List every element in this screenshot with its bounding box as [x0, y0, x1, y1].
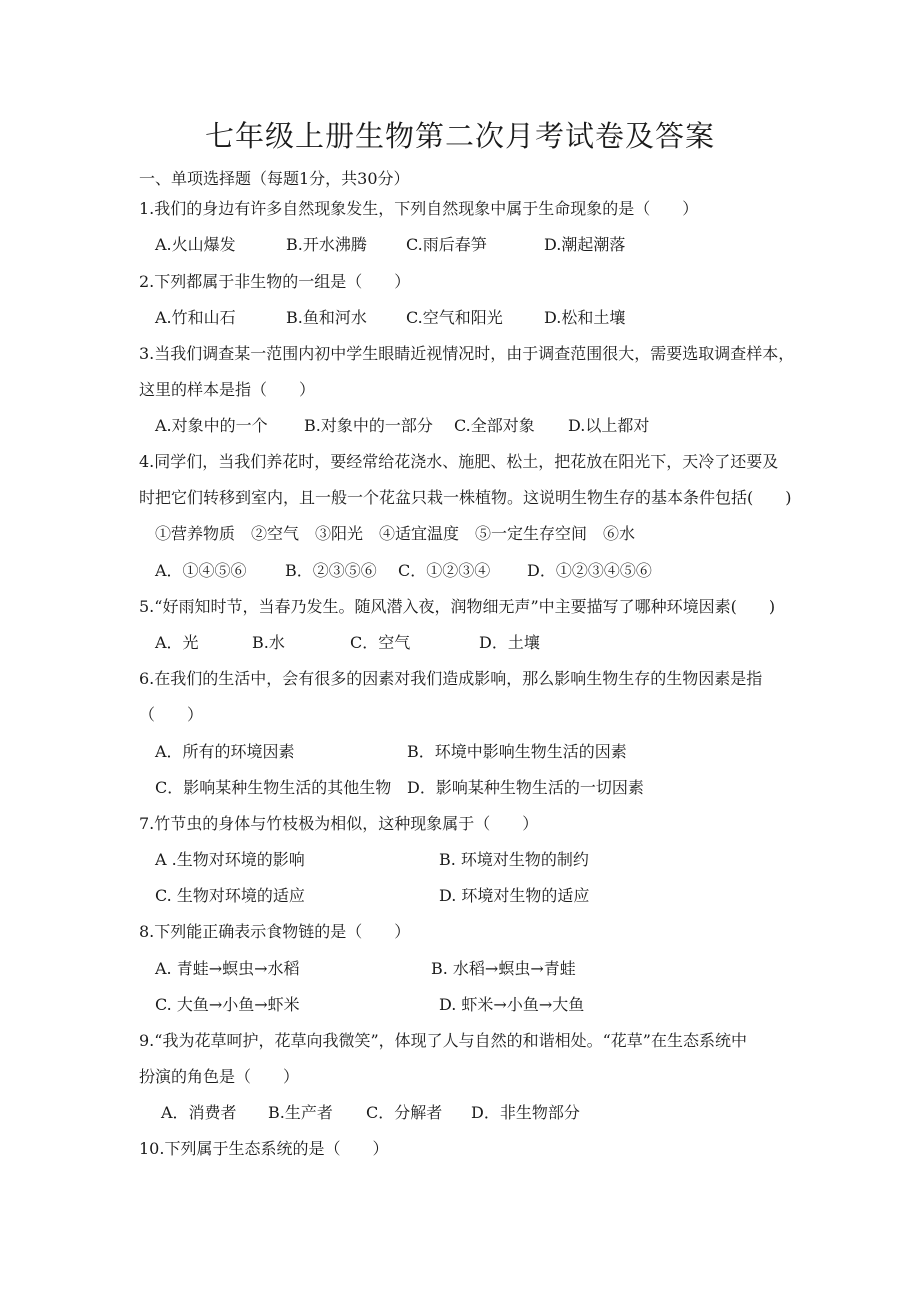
question-2-stem: 2.下列都属于非生物的一组是（ ） [139, 272, 411, 291]
q6-option-c: C．影响某种生物生活的其他生物 [155, 778, 392, 797]
question-3-stem-line-2: 这里的样本是指（ ） [139, 380, 316, 399]
question-1-stem: 1.我们的身边有许多自然现象发生，下列自然现象中属于生命现象的是（ ） [139, 199, 699, 218]
q3-option-c: C.全部对象 [454, 416, 535, 435]
q6-option-d: D．影响某种生物生活的一切因素 [407, 778, 644, 797]
q7-option-b: B. 环境对生物的制约 [439, 850, 589, 869]
q7-option-a: A .生物对环境的影响 [155, 850, 305, 869]
q8-option-b: B. 水稻→螟虫→青蛙 [431, 959, 576, 978]
q3-option-b: B.对象中的一部分 [304, 416, 433, 435]
question-4-stem-line-2: 时把它们转移到室内，且一般一个花盆只栽一株植物。这说明生物生存的基本条件包括( ) [139, 488, 792, 507]
question-6-stem-line-2: （ ） [139, 705, 204, 724]
question-6-stem-line-1: 6.在我们的生活中，会有很多的因素对我们造成影响，那么影响生物生存的生物因素是指 [139, 669, 763, 688]
q7-option-c: C. 生物对环境的适应 [155, 886, 305, 905]
q4-option-a: A．①④⑤⑥ [155, 561, 247, 580]
q9-option-c: C．分解者 [366, 1103, 443, 1122]
q9-option-d: D．非生物部分 [471, 1103, 580, 1122]
question-7-stem: 7.竹节虫的身体与竹枝极为相似，这种现象属于（ ） [139, 814, 539, 833]
q1-option-b: B.开水沸腾 [286, 235, 367, 254]
q7-option-d: D. 环境对生物的适应 [439, 886, 590, 905]
q4-option-c: C．①②③④ [398, 561, 491, 580]
q2-option-b: B.鱼和河水 [286, 308, 367, 327]
q8-option-d: D. 虾米→小鱼→大鱼 [439, 995, 585, 1014]
q4-option-b: B．②③⑤⑥ [285, 561, 377, 580]
q4-conditions-list: ①营养物质 ②空气 ③阳光 ④适宜温度 ⑤一定生存空间 ⑥水 [155, 524, 636, 543]
q8-option-a: A. 青蛙→螟虫→水稻 [155, 959, 300, 978]
q5-option-b: B.水 [252, 633, 285, 652]
q6-option-b: B．环境中影响生物生活的因素 [407, 742, 627, 761]
question-9-stem-line-2: 扮演的角色是（ ） [139, 1067, 300, 1086]
q2-option-d: D.松和土壤 [544, 308, 626, 327]
q8-option-c: C. 大鱼→小鱼→虾米 [155, 995, 300, 1014]
question-9-stem-line-1: 9.“我为花草呵护，花草向我微笑”，体现了人与自然的和谐相处。“花草”在生态系统中 [139, 1031, 747, 1050]
section-heading: 一、单项选择题（每题1分，共30分） [139, 169, 410, 188]
q5-option-c: C．空气 [350, 633, 411, 652]
q4-option-d: D．①②③④⑤⑥ [527, 561, 652, 580]
q9-option-a: A．消费者 [161, 1103, 237, 1122]
q2-option-a: A.竹和山石 [155, 308, 236, 327]
question-5-stem: 5.“好雨知时节，当春乃发生。随风潜入夜，润物细无声”中主要描写了哪种环境因素( ) [139, 597, 776, 616]
q3-option-a: A.对象中的一个 [155, 416, 268, 435]
question-4-stem-line-1: 4.同学们，当我们养花时，要经常给花浇水、施肥、松土，把花放在阳光下，天冷了还要及 [139, 452, 779, 471]
q2-option-c: C.空气和阳光 [406, 308, 503, 327]
q6-option-a: A．所有的环境因素 [155, 742, 295, 761]
q5-option-a: A．光 [155, 633, 199, 652]
q1-option-c: C.雨后春笋 [406, 235, 487, 254]
page-title: 七年级上册生物第二次月考试卷及答案 [204, 119, 715, 153]
question-10-stem: 10.下列属于生态系统的是（ ） [139, 1139, 389, 1158]
question-3-stem-line-1: 3.当我们调查某一范围内初中学生眼睛近视情况时，由于调查范围很大，需要选取调查样本， [139, 344, 795, 363]
q1-option-a: A.火山爆发 [155, 235, 236, 254]
q3-option-d: D.以上都对 [568, 416, 650, 435]
q9-option-b: B.生产者 [268, 1103, 333, 1122]
question-8-stem: 8.下列能正确表示食物链的是（ ） [139, 922, 411, 941]
q1-option-d: D.潮起潮落 [544, 235, 626, 254]
q5-option-d: D．土壤 [479, 633, 540, 652]
